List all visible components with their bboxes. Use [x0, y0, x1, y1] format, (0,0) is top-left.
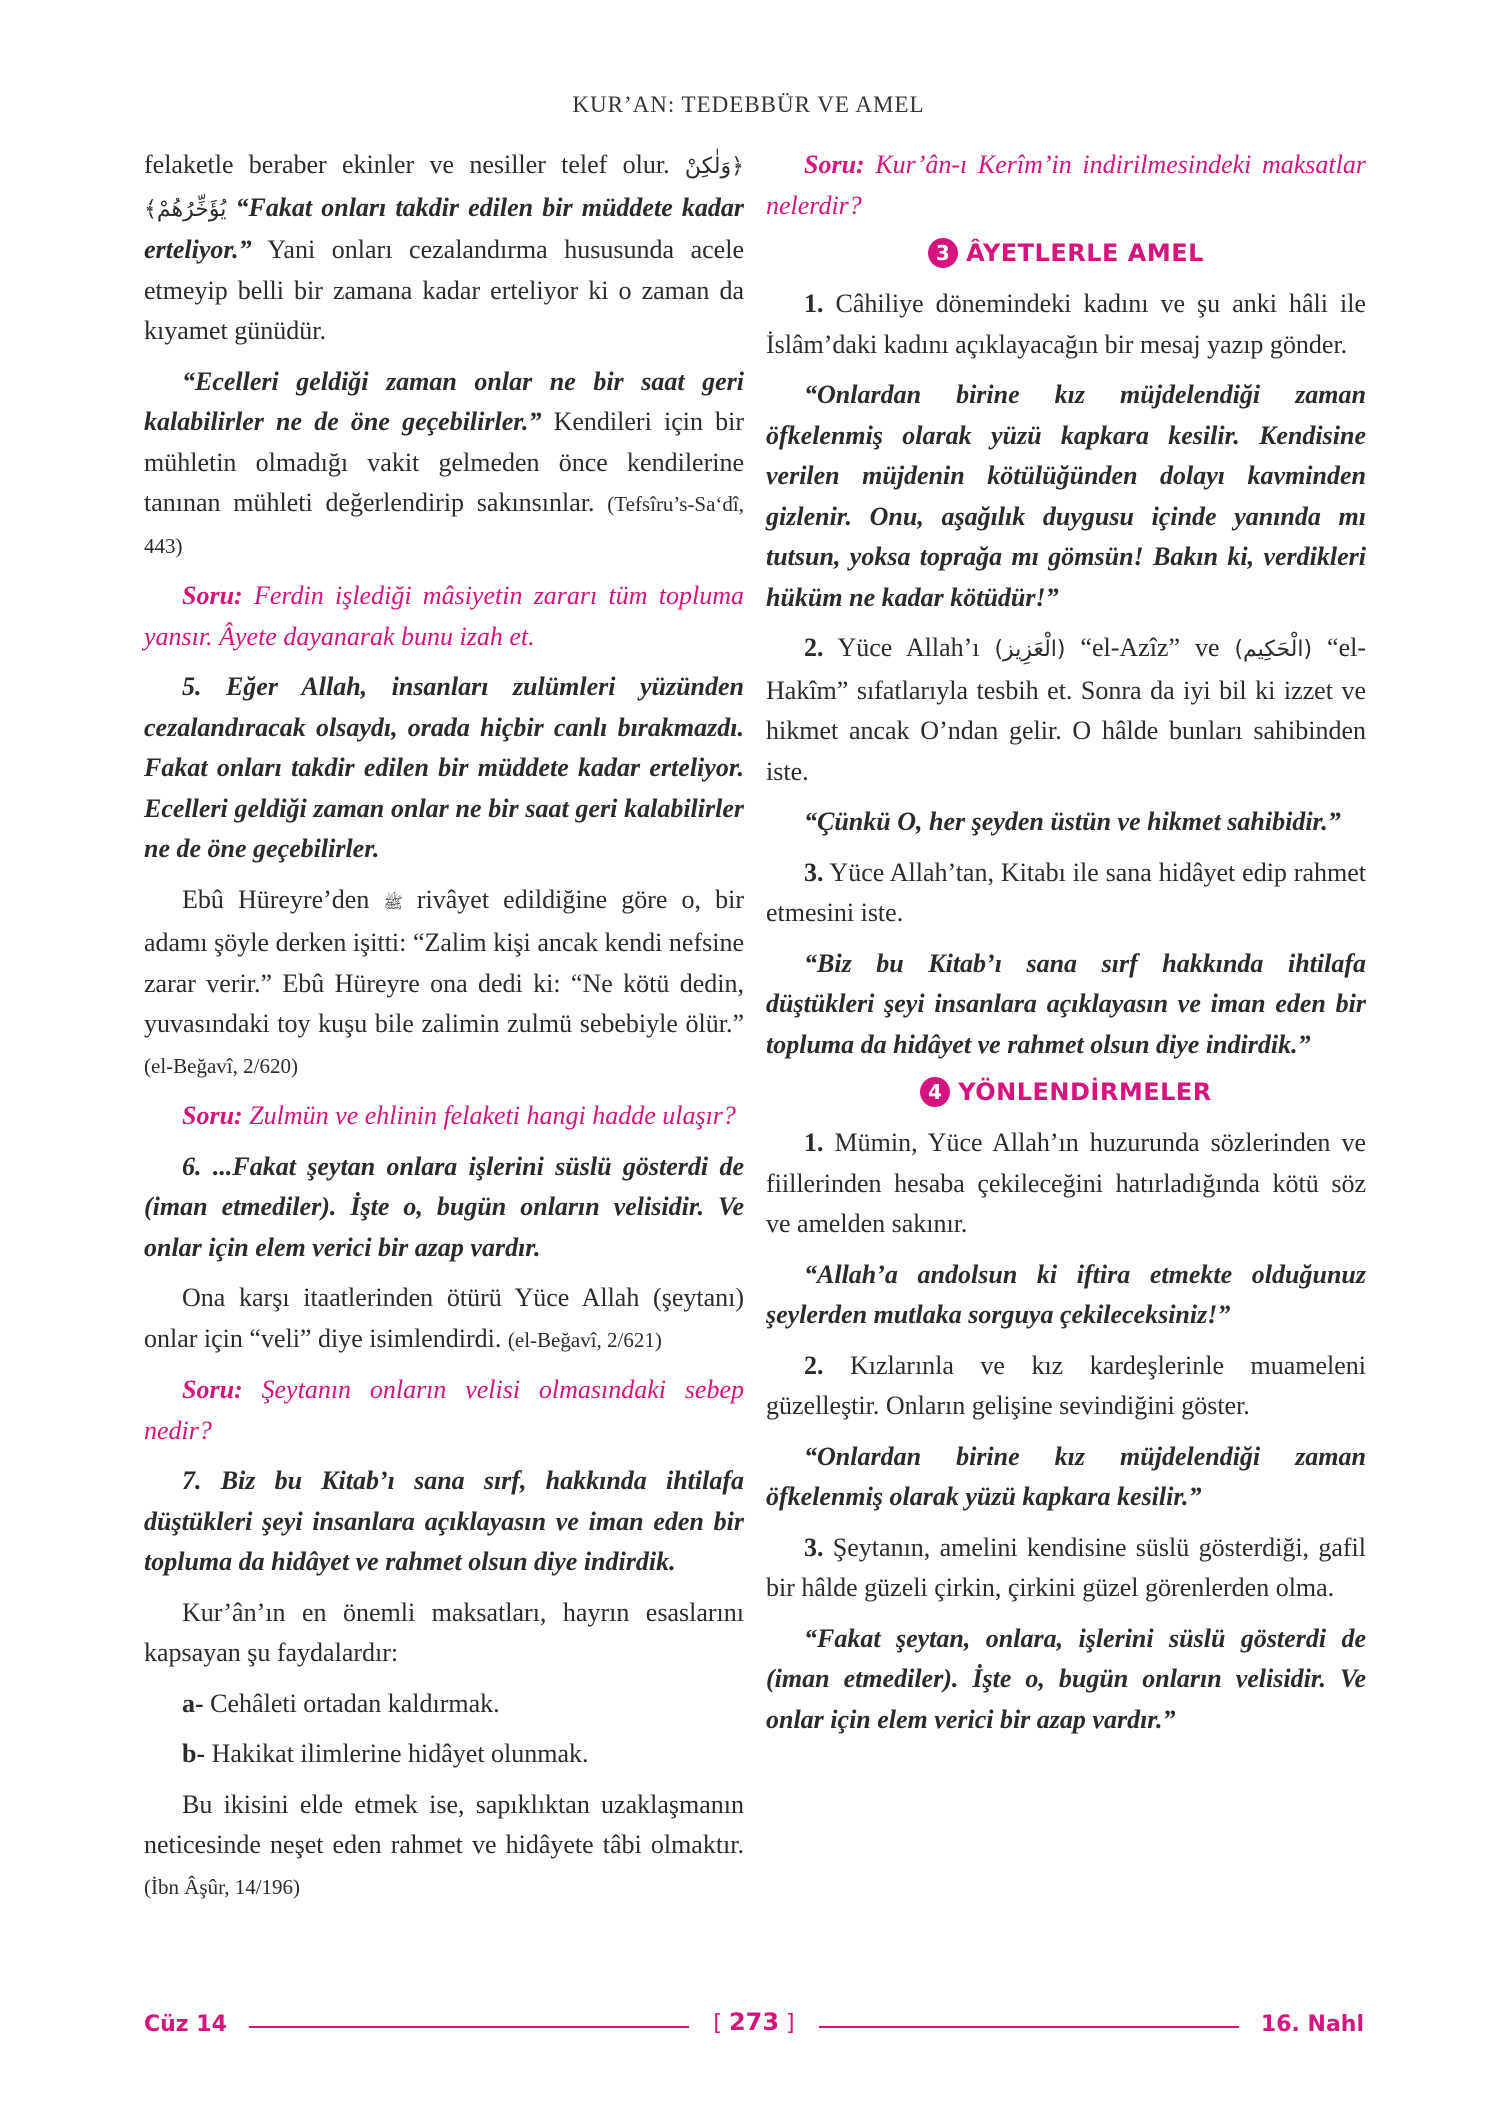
left-column	[144, 145, 744, 1917]
text: rivâyet edildiğine göre o, bir adamı şöyle derken işitti: “Zalim kişi ancak kendi nefsine zarar verir.” Ebû Hüreyre ona dedi ki: “Ne kötü dedin, yuvasındaki toy kuşu bile zalimin zulmü sebebiyle ölür.”	[144, 884, 744, 1038]
text: “el-Azîz” ve	[1065, 633, 1235, 662]
question-label: Soru:	[804, 150, 865, 179]
verse-quote: “Fakat onları takdir edilen bir müddete kadar erteliyor.”	[144, 192, 745, 264]
item-number: 3.	[804, 1532, 824, 1562]
paragraph	[144, 1278, 744, 1360]
list-item	[766, 1346, 1366, 1427]
section-heading-yonlendirmeler	[766, 1077, 1366, 1107]
text: Câhiliye dönemindeki kadını ve şu anki hâli ile İslâm’daki kadını açıklayacağın bir mesaj yazıp gönder.	[766, 289, 1366, 359]
item-number: 2.	[804, 633, 824, 662]
paragraph	[144, 362, 744, 567]
footer-rule-right	[819, 2026, 1239, 2028]
footer-rule-left	[249, 2026, 689, 2028]
list-label: a-	[182, 1688, 204, 1718]
arabic-name: (الْعَزِيز)	[994, 637, 1066, 662]
paragraph	[144, 1785, 744, 1908]
item-number: 1.	[804, 289, 824, 318]
text: Hakikat ilimlerine hidâyet olunmak.	[205, 1739, 589, 1768]
text: Yani onları cezalandırma hususunda acele etmeyip belli bir zamana kadar erteliyor ki o zaman da kıyamet günüdür.	[144, 235, 744, 345]
paragraph	[144, 145, 744, 352]
verse-6: 6. ...Fakat şeytan onlara işlerini süslü gösterdi de (iman etmediler). İşte o, bugün onların velisidir. Ve onlar için elem verici bir azap vardır.	[144, 1151, 744, 1262]
question-label: Soru:	[182, 1101, 243, 1130]
text: Kendileri için bir mühletin olmadığı vakit gelmeden önce kendilerine tanınan mühleti değerlendirip sakınsınlar.	[144, 407, 744, 517]
text: Yüce Allah’tan, Kitabı ile sana hidâyet edip rahmet etmesini iste.	[766, 857, 1366, 927]
item-number: 3.	[804, 857, 824, 887]
bracket: [	[713, 2011, 722, 2036]
text: Yüce Allah’ı	[823, 633, 995, 662]
text: Bu ikisini elde etmek ise, sapıklıktan uzaklaşmanın neticesinde neşet eden rahmet ve hidâyete tâbi olmaktır.	[144, 1789, 744, 1859]
list-item	[766, 1528, 1366, 1609]
list-item	[766, 284, 1366, 365]
list-label: b-	[182, 1739, 206, 1768]
section-heading-ayetlerle-amel	[766, 238, 1366, 268]
question	[144, 1096, 744, 1137]
question	[144, 576, 744, 657]
section-number-badge: 3	[928, 238, 958, 268]
page-number-value: 273	[728, 2008, 780, 2036]
item-number: 2.	[804, 1350, 824, 1380]
verse-quote: “Biz bu Kitab’ı sana sırf hakkında ihtilafa düştükleri şeyi insanlara açıklayasın ve iman eden bir topluma da hidâyet ve rahmet olsun diye indirdik.”	[766, 948, 1366, 1059]
section-title: YÖNLENDİRMELER	[958, 1078, 1212, 1106]
arabic-name: (الْحَكِيم)	[1234, 637, 1313, 662]
text: “el-Hakîm” sıfatlarıyla tesbih et. Sonra da iyi bil ki izzet ve hikmet ancak O’ndan gelir. O hâlde bunları sahibinden iste.	[766, 633, 1366, 786]
right-column	[766, 145, 1366, 1750]
page-footer	[144, 2008, 1364, 2052]
text: Ebû Hüreyre’den	[182, 884, 370, 914]
page-number	[699, 2008, 809, 2036]
list-item	[144, 1734, 744, 1775]
arabic-verse: ﴿وَلٰكِنْ يُؤَخِّرُهُمْ﴾	[144, 154, 745, 222]
text: Şeytanın, amelini kendisine süslü gösterdiği, gafil bir hâlde güzeli çirkin, çirkini güzel görenlerden olma.	[766, 1532, 1366, 1602]
question	[766, 145, 1366, 226]
item-number: 1.	[804, 1128, 824, 1157]
honorific-icon: ﷺ	[383, 892, 403, 912]
verse-quote: “Allah’a andolsun ki iftira etmekte olduğunuz şeylerden mutlaka sorguya çekileceksiniz!”	[766, 1259, 1366, 1329]
text: Ona karşı itaatlerinden ötürü Yüce Allah (şeytanı) onlar için “veli” diye isimlendirdi.	[144, 1283, 744, 1353]
citation: (İbn Âşûr, 14/196)	[144, 1874, 301, 1899]
question-label: Soru:	[182, 581, 243, 610]
paragraph	[144, 880, 744, 1087]
verse-7: 7. Biz bu Kitab’ı sana sırf, hakkında ihtilafa düştükleri şeyi insanlara açıklayasın ve iman eden bir topluma da hidâyet ve rahmet olsun diye indirdik.	[144, 1466, 744, 1576]
list-item	[144, 1684, 744, 1725]
question-label: Soru:	[182, 1375, 243, 1404]
citation: (el-Beğavî, 2/621)	[507, 1327, 662, 1352]
question-text: Şeytanın onların velisi olmasındaki sebep nedir?	[144, 1375, 744, 1445]
section-number-badge: 4	[920, 1077, 950, 1107]
footer-juz: Cüz 14	[144, 2012, 227, 2037]
list-item	[766, 628, 1366, 792]
list-item	[766, 853, 1366, 934]
bracket: ]	[786, 2011, 795, 2036]
citation: (el-Beğavî, 2/620)	[144, 1053, 298, 1078]
verse-quote: “Ecelleri geldiği zaman onlar ne bir saat geri kalabilirler ne de öne geçebilirler.”	[144, 366, 744, 436]
question-text: Ferdin işlediği mâsiyetin zararı tüm topluma yansır. Âyete dayanarak bunu izah et.	[144, 581, 744, 651]
citation: (Tefsîru’s-Sa‘dî, 443)	[144, 492, 745, 558]
footer-surah: 16. Nahl	[1260, 2012, 1364, 2037]
text: Mümin, Yüce Allah’ın huzurunda sözlerinden ve fiillerinden hesaba çekileceğini hatırladığında kötü söz ve amelden sakınır.	[766, 1128, 1366, 1238]
text: Cehâleti ortadan kaldırmak.	[203, 1688, 500, 1718]
verse-quote: “Fakat şeytan, onlara, işlerini süslü gösterdi de (iman etmediler). İşte o, bugün onların velisidir. Ve onlar için elem verici bir azap vardır.”	[766, 1623, 1366, 1734]
list-item	[766, 1123, 1366, 1245]
verse-quote: “Onlardan birine kız müjdelendiği zaman öfkelenmiş olarak yüzü kapkara kesilir.”	[766, 1441, 1366, 1511]
section-title: ÂYETLERLE AMEL	[966, 239, 1204, 267]
verse-quote: “Çünkü O, her şeyden üstün ve hikmet sahibidir.”	[804, 807, 1341, 836]
text: Kızlarınla ve kız kardeşlerinle muameleni güzelleştir. Onların gelişine sevindiğini göster.	[766, 1350, 1366, 1420]
paragraph: Kur’ân’ın en önemli maksatları, hayrın esaslarını kapsayan şu faydalardır:	[144, 1597, 744, 1667]
page-header: KUR’AN: TEDEBBÜR VE AMEL	[572, 92, 925, 117]
question	[144, 1370, 744, 1451]
text: felaketle beraber ekinler ve nesiller telef olur.	[144, 150, 670, 179]
verse-5: 5. Eğer Allah, insanları zulümleri yüzünden cezalandıracak olsaydı, orada hiçbir canlı bırakmazdı. Fakat onları takdir edilen bir müddete kadar erteliyor. Ecelleri geldiği zaman onlar ne bir saat geri kalabilirler ne de öne geçebilirler.	[144, 672, 744, 863]
question-text: Kur’ân-ı Kerîm’in indirilmesindeki maksatlar nelerdir?	[766, 150, 1366, 220]
verse-quote: “Onlardan birine kız müjdelendiği zaman öfkelenmiş olarak yüzü kapkara kesilir. Kendisine verilen müjdenin kötülüğünden dolayı kavminden gizlenir. Onu, aşağılık duygusu içinde yanında mı tutsun, yoksa toprağa mı gömsün! Bakın ki, verdikleri hüküm ne kadar kötüdür!”	[766, 380, 1366, 612]
question-text: Zulmün ve ehlinin felaketi hangi hadde ulaşır?	[242, 1101, 736, 1130]
